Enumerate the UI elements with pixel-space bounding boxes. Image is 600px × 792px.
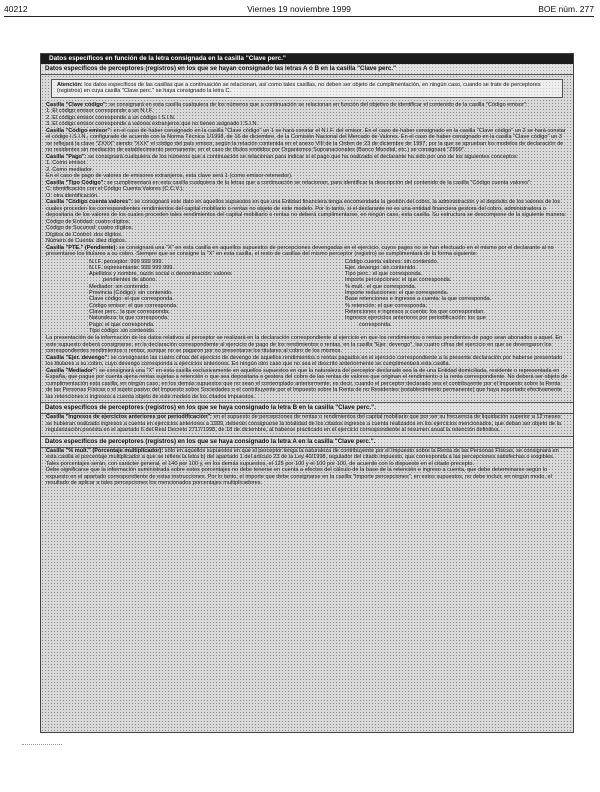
paragraph-text: se consignará cualquiera de los números que a continuación se relacionan para indicar si el pago que ha realizado el declarante ha sido por uno de los siguientes conceptos: (88, 153, 519, 160)
paragraph (46, 154, 568, 161)
page-number: 40212 (4, 4, 28, 14)
paragraph (46, 355, 568, 368)
field-line: pendientes de abono. (103, 277, 157, 284)
page-header (4, 3, 594, 15)
scan-mark (22, 744, 62, 745)
paragraph-text: La presentación de la información de los datos relativos al perceptor se realizará en la declaración correspondiente al ejercicio en que los rendimientos o rentas pendientes de pago sean abonados a aquel. En este supuesto deberá consignarse, en la declaración correspondiente al ejercicio de pago de los rendimientos o rentas, en la casilla "Ejer. devengo", las cuatro cifras del ejercicio en que se devengaron los correspondientes rendimientos o rentas, aunque no se pagaron por no presentarse los titulares al cobro de los mismos. (46, 335, 563, 355)
paragraph-text: se consignará una "X" en esta casilla en aquellos supuestos de percepciones devengadas en el ejercicio, cuyos pagos no se han efectuado en el mismo por el declarante al no presentarse los titulares a su cobro. Siempre que se consigne la "X" en esta casilla, el resto de casillas del mismo perceptor (registro) se cumplimentará de la forma siguiente: (46, 244, 554, 258)
paragraph-text: Código de Sucursal: cuatro dígitos. (46, 225, 134, 232)
field-line: Tipo perc.: el que corresponda. (345, 271, 423, 278)
field-line: Importe reducciones: el que corresponda. (345, 290, 449, 297)
casilla-label: Casilla "Pago": (46, 153, 87, 160)
field-line: Importe percepciones: el que corresponda. (345, 277, 452, 284)
casillas-block-3 (41, 414, 573, 434)
field-line: Mediador: sin contenido. (89, 283, 150, 290)
casilla-label: Casilla "PTE." (Pendiente): (46, 244, 118, 251)
field-line: Retenciones e ingresos a cuenta: los que correspondan. (345, 308, 485, 315)
paragraph-text: Número de Cuenta: diez dígitos. (46, 238, 127, 245)
publication-date: Viernes 19 noviembre 1999 (247, 4, 351, 14)
paragraph-text: se consignará en esta casilla cualquiera de los números que a continuación se relacionan en función del objetivo de identificar el contenido de la casilla "Código emisor": (109, 101, 528, 108)
paragraph-text: se cumplimentará en esta casilla cualquiera de la letras que a continuación se relacionan, para identificar la descripción del contenido de la casilla "Código cuenta valores": (106, 179, 532, 186)
attention-text: los datos específicos de las casillas que a continuación se relacionan, así como tales casillas, no deben ser objeto de cumplimentación, en ningún caso, cuando se trate de perceptores (registros) en cuya casilla "Clave perc." se haya consignado la letra C. (57, 82, 541, 95)
paragraph-text: se consignarán las cuatro cifras del ejercicio de devengo de aquellos rendimientos o rentas pagados en el ejercicio correspondiente a la presente declaración por haberse presentado los titulares a su cobro, cuyo devengo corresponda a ejercicios anteriores. En ningún otro caso que no sea el descrito anteriormente se cumplimentará esta casilla. (46, 354, 563, 368)
pending-fields (41, 258, 573, 336)
field-line: Provincia (Código): sin contenido. (89, 290, 173, 297)
casilla-label: Casilla "Código emisor": (46, 127, 112, 134)
casillas-block-1 (41, 102, 573, 258)
field-line: Ejer. devengo: sin contenido. (345, 264, 417, 271)
field-line: Ingresos ejercicios anteriores por periodificación: los que (345, 315, 486, 322)
field-line: % mult.: el que corresponda. (345, 283, 417, 290)
casilla-label: Casilla "% mult." (Porcentaje multiplicador): (46, 447, 164, 454)
pending-fields-left (41, 259, 317, 335)
field-line: Apellidos y nombre, razón social o denominación: valores (89, 271, 232, 278)
paragraph-text: en el caso de haber consignado en la casilla "Clave código" un 1 se hará constar el N.I.F. del emisor. En el caso de haber consignado en la casilla "Clave código" un 2 se hará constar el código I.S.I.N., configurado de acuerdo con la Norma Técnica 1/1998, de 16 de diciembre, de la Comisión Nacional del Mercado de Valores. En el caso de haber consignado en la casilla "Clave código" un 3 se reflejará la clave "ZXXX" siendo "XXX" el código del país emisor, según la relación contenida en el anexo VIII de la Orden de 23 de diciembre de 1997, por la que se aprueban los modelos de declaración de no residentes sin mediación de establecimiento permanente, en el caso de títulos emitidos por Organismos Supranacionales (Banco Mundial, etc.) se consignará "Z999". (46, 127, 566, 154)
header-rule (4, 16, 594, 17)
casilla-label: Casilla "Ingresos de ejercicios anteriores por periodificación": (46, 414, 213, 421)
casilla-label: Casilla "Tipo Código": (46, 179, 106, 186)
paragraph-text: en el supuesto de percepciones de rentas o rendimientos del capital mobiliario que por ser su frecuencia de liquidación superior a 12 meses se hubieran realizado ingresos a cuenta en ejercicios anteriores a 1999, deberán consignarse la totalidad de los citados ingresos a cuenta realizados en los ejercicios mencionados, que deban ser objeto de la regularización prevista en el apartado 6 del Real Decreto 2717/1998, de 18 de diciembre, al haberse practicado en el ejercicio correspondiente al resumen anual la retención definitiva. (46, 414, 561, 434)
paragraph-text: se consignará una "X" en esta casilla exclusivamente en aquellos supuestos en que la naturaleza del perceptor declarado sea la de una Entidad domiciliada, residente o representada en España, que pague por cuenta ajena rentas sujetas a retención o que sea depositaria o gestora del cobro de las rentas de valores que originan el rendimiento o la renta correspondiente. No deberá ser objeto de cumplimentación esta casilla, en ningún caso, en los demás supuestos que no sean el contemplado anteriormente, es decir, cuando el perceptor declarado sea el contribuyente por el Impuesto sobre la Renta de las Personas Físicas o el sujeto pasivo del Impuesto sobre Sociedades o el contribuyente por el Impuesto sobre la Renta de no Residentes (establecimiento permanente) que haya soportado efectivamente las retenciones o ingresos a cuenta objeto de este modelo de los citados impuestos. (46, 367, 568, 400)
field-line: Clave perc.: la que corresponda. (89, 308, 170, 315)
casilla-label: Casilla "Ejer. devengo": (46, 354, 110, 361)
publication-issue: BOE núm. 277 (538, 4, 594, 14)
attention-label: Atención: (57, 82, 83, 88)
casillas-block-2 (41, 335, 573, 400)
paragraph-text: 2. El código emisor corresponde a un código I.S.I.N. (46, 114, 176, 121)
paragraph-text: En el caso de pago de valores de emisores extranjeros, esta clave será 1 (como emisor-retenedor). (46, 173, 293, 180)
paragraph-text: Código de Entidad: cuatro dígitos. (46, 218, 131, 225)
attention-box (51, 79, 563, 98)
field-line: corresponda. (359, 321, 392, 328)
paragraph (46, 414, 568, 434)
paragraph-text: 3. El código emisor corresponde a valores extranjeros que no tienen asignado I.S.I.N. (46, 121, 259, 128)
casilla-label: Casilla "Código cuenta valores": (46, 199, 133, 206)
section-b-title: Datos específicos de perceptores (registros) en los que se haya consignado la letra B en la casilla "Clave perc.". (41, 402, 573, 414)
paragraph-text: O: otra identificación. (46, 192, 99, 199)
paragraph (46, 335, 568, 355)
field-line: % retención: el que corresponda. (345, 302, 428, 309)
field-line: Clave código: el que corresponda. (89, 296, 174, 303)
field-line: Tipo código: sin contenido. (89, 327, 156, 334)
field-line: Código emisor: el que corresponda. (89, 302, 178, 309)
paragraph-text: 2. Como mediador. (46, 166, 94, 173)
paragraph-text: Dígitos de Control: dos dígitos. (46, 231, 123, 238)
paragraph (46, 199, 568, 219)
paragraph (46, 448, 568, 461)
paragraph (46, 128, 568, 154)
paragraph-text: Tales porcentajes serán, con carácter general, el 140 por 100 y, en los demás supuestos, el 125 por 100 y el 100 por 100, de acuerdo con lo dispuesto en el citado precepto. (46, 460, 475, 467)
field-line: N.I.F. perceptor: 999 999 999. (89, 258, 164, 265)
paragraph-text: 1. El código emisor corresponde a un N.I.F. (46, 108, 154, 115)
casillas-block-4 (41, 448, 573, 487)
field-line: Base retenciones e ingresos a cuenta: la que corresponda. (345, 296, 492, 303)
paragraph-text: sólo en aquellos supuestos en que el perceptor tenga la naturaleza de contribuyente por el Impuesto sobre la Renta de las Personas Físicas, se consignará en esta casilla el porcentaje multiplicador a que se refiere la letra b) del apartado 1 del artículo 23 de la Ley 40/1998, regulador del citado impuesto, que corresponda a las percepciones satisfechas o exigibles. (46, 447, 559, 461)
paragraph (46, 245, 568, 258)
instructions-frame (40, 53, 574, 733)
paragraph-text: 1. Como emisor. (46, 160, 87, 167)
casilla-label: Casilla "Mediador": (46, 367, 98, 374)
casilla-label: Casilla "Clave código": (46, 101, 108, 108)
field-line: Naturaleza: la que corresponda. (89, 315, 169, 322)
paragraph (46, 368, 568, 401)
paragraph-text: Debe significarse que la información suministrada sobre estos porcentajes no debe tenerse en cuenta a efectos del cálculo de la base de la retención e ingreso a cuenta, que debe determinarse según lo expuesto en el apartado correspondiente de estas instrucciones. Por lo tanto, el importe que debe consignarse en la casilla "Importe percepciones", en estos supuestos, no debe incluir, en ningún modo, el resultado de aplicar a tales percepciones los mencionados porcentajes multiplicadores. (46, 467, 552, 487)
section-c-title: Datos específicos de perceptores (registros) en los que se haya consignado la letra A en la casilla "Clave perc.". (41, 436, 573, 448)
section-a-title: Datos específicos de perceptores (registros) en los que se hayan consignado las letras A ó B en la casilla "Clave perc." (41, 64, 573, 75)
field-line: Pago: el que corresponda. (89, 321, 155, 328)
paragraph-text: C: identificación con el Código Cuenta Valores (C.C.V.). (46, 186, 184, 193)
field-line: N.I.F. representante: 999 999 999. (89, 264, 174, 271)
section-banner: Datos específicos en función de la letra consignada en la casilla "Clave perc." (41, 54, 573, 64)
field-line: Código cuenta valores: sin contenido. (345, 258, 439, 265)
pending-fields-right (317, 259, 573, 335)
paragraph-text: se consignará este dato en aquellos supuestos en que una Entidad financiera tenga encomendada la gestión del cobro, la administración y el depósito de los valores de los cuales proceden los correspondientes rendimientos del capital mobiliario o rentas no objeto de este modelo. Por lo tanto, si el declarante no es una entidad financiera gestora del cobro, administradora o depositaria de los valores de los cuales proceden tales rendimientos del capital mobiliario o rentas no deberá cumplimentarse, en ningún caso, esta casilla. Su estructura se descompone de la siguiente manera: (46, 199, 567, 219)
paragraph (46, 467, 568, 487)
